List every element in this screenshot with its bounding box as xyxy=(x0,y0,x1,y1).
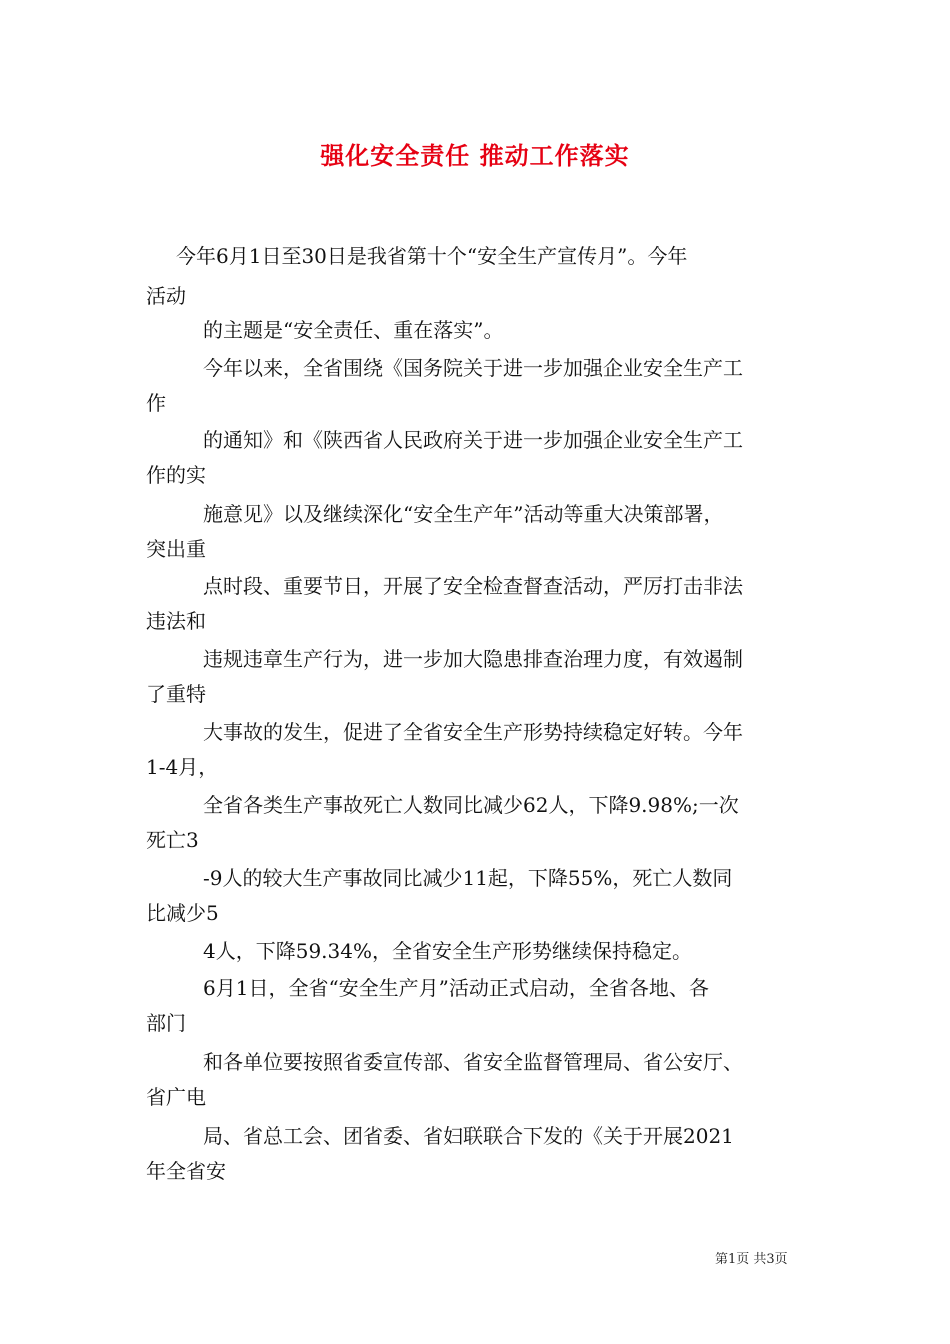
body-line: -9人的较大生产事故同比减少11起，下降55%，死亡人数同 xyxy=(203,866,733,890)
body-line: 全省各类生产事故死亡人数同比减少62人，下降9.98%;一次 xyxy=(203,793,739,817)
body-line: 今年6月1日至30日是我省第十个“安全生产宣传月”。今年 xyxy=(176,244,688,268)
body-line: 施意见》以及继续深化“安全生产年”活动等重大决策部署， xyxy=(203,502,724,526)
body-line: 的通知》和《陕西省人民政府关于进一步加强企业安全生产工 xyxy=(203,428,743,452)
body-line: 比减少5 xyxy=(146,901,219,925)
body-line: 活动 xyxy=(146,284,186,308)
body-line: 违规违章生产行为，进一步加大隐患排查治理力度，有效遏制 xyxy=(203,647,743,671)
body-line: 大事故的发生，促进了全省安全生产形势持续稳定好转。今年 xyxy=(203,720,743,744)
body-line: 作 xyxy=(146,391,166,415)
page-number: 第1页 共3页 xyxy=(715,1252,788,1267)
body-line: 作的实 xyxy=(146,463,206,487)
body-line: 死亡3 xyxy=(146,828,199,852)
body-line: 的主题是“安全责任、重在落实”。 xyxy=(203,318,504,342)
body-line: 了重特 xyxy=(146,682,206,706)
document-title: 强化安全责任 推动工作落实 xyxy=(320,141,630,170)
body-line: 局、省总工会、团省委、省妇联联合下发的《关于开展2021 xyxy=(203,1124,734,1148)
body-line: 4人，下降59.34%，全省安全生产形势继续保持稳定。 xyxy=(203,939,692,963)
body-line: 年全省安 xyxy=(146,1159,226,1183)
body-line: 和各单位要按照省委宣传部、省安全监督管理局、省公安厅、 xyxy=(203,1050,743,1074)
body-line: 今年以来，全省围绕《国务院关于进一步加强企业安全生产工 xyxy=(203,356,743,380)
body-line: 违法和 xyxy=(146,609,206,633)
body-line: 省广电 xyxy=(146,1085,206,1109)
body-line: 突出重 xyxy=(146,537,206,561)
body-line: 点时段、重要节日，开展了安全检查督查活动，严厉打击非法 xyxy=(203,574,743,598)
body-line: 部门 xyxy=(146,1011,186,1035)
body-line: 1-4月， xyxy=(146,755,219,779)
body-line: 6月1日，全省“安全生产月”活动正式启动，全省各地、各 xyxy=(203,976,709,1000)
